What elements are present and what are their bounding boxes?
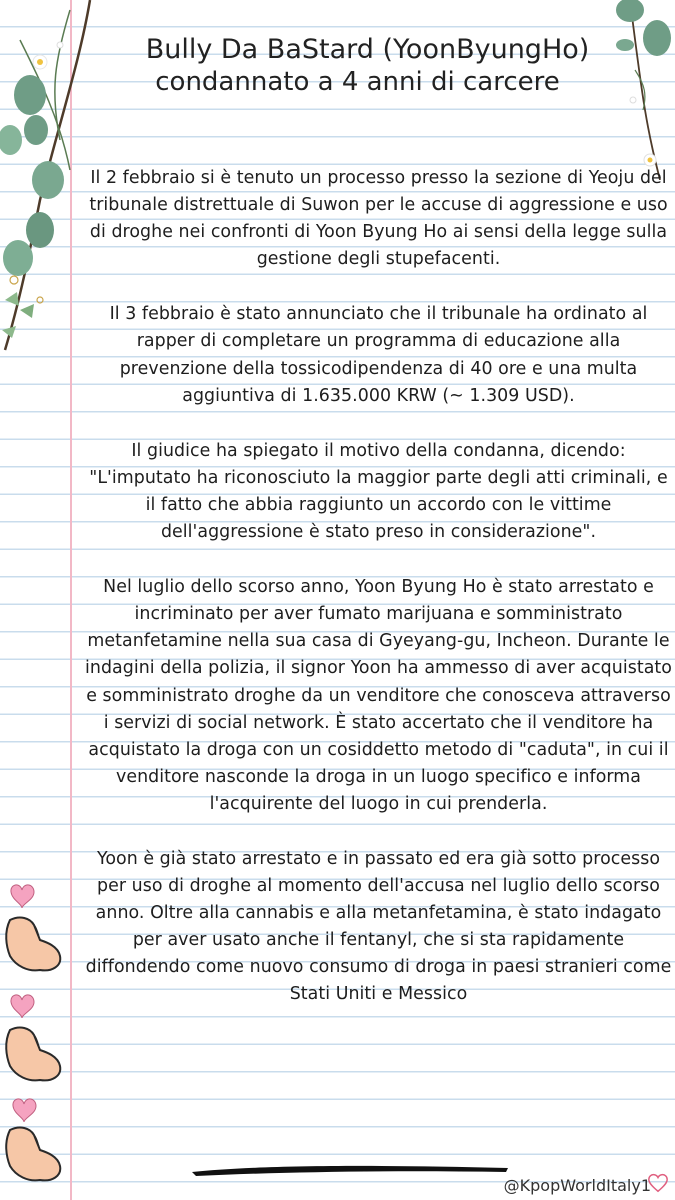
paragraph-3: Il giudice ha spiegato il motivo della condanna, dicendo: "L'imputato ha riconosciuto la maggior parte degli atti criminali, e il fatto che abbia raggiunto un accordo con le vittime dell'aggressione è stato preso in considerazione".	[89, 440, 668, 543]
paragraph-2: Il 3 febbraio è stato annunciato che il tribunale ha ordinato al rapper di completare un programma di educazione alla prevenzione della tossicodipendenza di 40 ore e una multa aggiuntiva di 1.635.000 KRW (~ 1.309 USD).	[109, 304, 648, 406]
paragraph-1: Il 2 febbraio si è tenuto un processo presso la sezione di Yeoju del tribunale distrettuale di Suwon per le accuse di aggressione e uso di droghe nei confronti di Yoon Byung Ho ai sensi della legge sulla gestione degli stupefacenti.	[89, 168, 668, 270]
title-line-1: Bully Da BaStard (YoonByungHo)	[145, 34, 590, 65]
signature-underline	[190, 1158, 510, 1180]
heart-outline-icon	[647, 1172, 669, 1194]
author-handle: @KpopWorldItaly1	[503, 1176, 651, 1195]
title-line-2: condannato a 4 anni di carcere	[155, 67, 560, 97]
article-body	[82, 165, 675, 1037]
paragraph-5: Yoon è già stato arrestato e in passato ed era già sotto processo per uso di droghe al momento dell'accusa nel luglio dello scorso anno. Oltre alla cannabis e alla metanfetamina, è stato indagato per aver usato anche il fentanyl, che si sta rapidamente diffondendo come nuovo consumo di droga in paesi stranieri come Stati Uniti e Messico	[85, 848, 672, 1005]
paragraph-4: Nel luglio dello scorso anno, Yoon Byung Ho è stato arrestato e incriminato per aver fumato marijuana e somministrato metanfetamine nella sua casa di Gyeyang-gu, Incheon. Durante le indagini della polizia, il signor Yoon ha ammesso di aver acquistato e somministrato droghe da un venditore che conosceva attraverso i servizi di social network. È stato accertato che il venditore ha acquistato la droga con un cosiddetto metodo di "caduta", in cui il venditore nasconde la droga in un luogo specifico e informa l'acquirente del luogo in cui prenderla.	[85, 577, 672, 814]
finger-heart-hand-icon	[0, 880, 72, 1200]
